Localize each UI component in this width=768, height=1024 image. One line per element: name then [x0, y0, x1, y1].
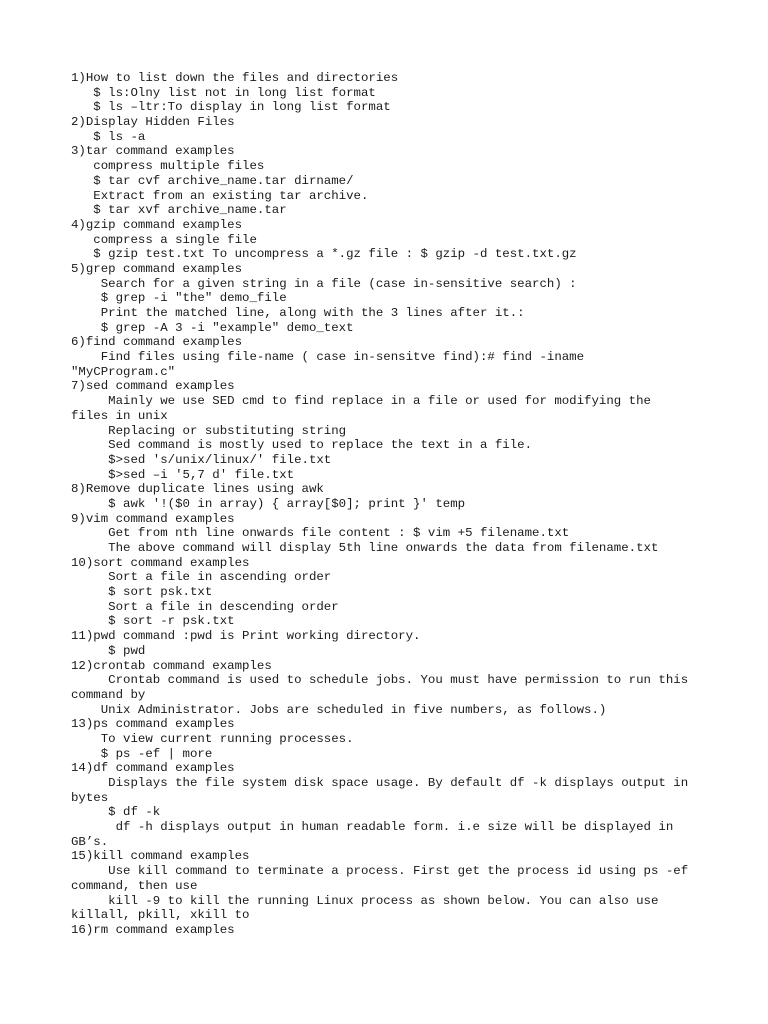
text-line: $ ls –ltr:To display in long list format — [71, 100, 391, 115]
text-line: GB’s. — [71, 834, 109, 849]
text-line: 8)Remove duplicate lines using awk — [71, 482, 324, 497]
text-line: $ tar xvf archive_name.tar — [71, 203, 287, 218]
text-line: $ pwd — [71, 643, 146, 658]
text-line: 7)sed command examples — [71, 379, 235, 394]
text-line: command, then use — [71, 878, 198, 893]
document-body — [71, 71, 711, 938]
text-line: Unix Administrator. Jobs are scheduled in five numbers, as follows.) — [71, 702, 607, 717]
text-line: compress a single file — [71, 232, 257, 247]
text-line: Use kill command to terminate a process. First get the process id using ps -ef — [71, 864, 689, 879]
text-line: compress multiple files — [71, 159, 265, 174]
text-line: df -h displays output in human readable form. i.e size will be displayed in — [71, 820, 674, 835]
text-line: $ awk '!($0 in array) { array[$0]; print }' temp — [71, 496, 466, 511]
text-line: bytes — [71, 790, 109, 805]
text-line: Replacing or substituting string — [71, 423, 347, 438]
text-line: $ ps -ef | more — [71, 746, 213, 761]
text-line: kill -9 to kill the running Linux process as shown below. You can also use — [71, 893, 659, 908]
text-line: Sed command is mostly used to replace the text in a file. — [71, 438, 533, 453]
text-line: $>sed –i '5,7 d' file.txt — [71, 467, 295, 482]
text-line: $ tar cvf archive_name.tar dirname/ — [71, 173, 354, 188]
text-line: Extract from an existing tar archive. — [71, 188, 369, 203]
text-line: $ grep -i "the" demo_file — [71, 291, 287, 306]
text-line: Sort a file in ascending order — [71, 570, 332, 585]
text-line: $ grep -A 3 -i "example" demo_text — [71, 320, 354, 335]
text-line: $ sort psk.txt — [71, 585, 213, 600]
text-line: 16)rm command examples — [71, 922, 235, 937]
text-line: 13)ps command examples — [71, 717, 235, 732]
text-line: 14)df command examples — [71, 761, 235, 776]
text-line: Print the matched line, along with the 3 lines after it.: — [71, 306, 525, 320]
text-line: 9)vim command examples — [71, 511, 235, 526]
text-line: $ ls -a — [71, 129, 146, 144]
text-line: Sort a file in descending order — [71, 599, 339, 614]
text-line: Crontab command is used to schedule jobs. You must have permission to run this — [71, 673, 689, 688]
text-line: Search for a given string in a file (case in-sensitive search) : — [71, 276, 577, 291]
text-line: 2)Display Hidden Files — [71, 115, 235, 130]
text-line: 4)gzip command examples — [71, 217, 243, 232]
text-line: Get from nth line onwards file content : $ vim +5 filename.txt — [71, 526, 570, 541]
text-line: $ gzip test.txt To uncompress a *.gz file : $ gzip -d test.txt.gz — [71, 247, 577, 262]
text-line: The above command will display 5th line onwards the data from filename.txt — [71, 541, 659, 555]
text-line: 10)sort command examples — [71, 555, 250, 570]
text-line: Mainly we use SED cmd to find replace in a file or used for modifying the — [71, 394, 651, 409]
text-line: Find files using file-name ( case in-sensitve find):# find -iname — [71, 350, 585, 365]
text-line: $>sed 's/unix/linux/' file.txt — [71, 452, 332, 467]
text-line: To view current running processes. — [71, 731, 354, 746]
text-line: 6)find command examples — [71, 335, 243, 350]
text-line: 11)pwd command :pwd is Print working directory. — [71, 629, 421, 644]
text-line: $ df -k — [71, 805, 161, 820]
text-line: "MyCProgram.c" — [71, 364, 176, 379]
text-line: 1)How to list down the files and directories — [71, 71, 399, 85]
text-line: 12)crontab command examples — [71, 658, 272, 673]
text-line: $ sort -r psk.txt — [71, 614, 235, 629]
text-line: $ ls:Olny list not in long list format — [71, 85, 376, 100]
text-line: command by — [71, 687, 146, 702]
text-line: Displays the file system disk space usage. By default df -k displays output in — [71, 776, 689, 790]
text-line: killall, pkill, xkill to — [71, 908, 250, 923]
text-line: 5)grep command examples — [71, 261, 243, 276]
text-line: files in unix — [71, 408, 168, 423]
text-line: 15)kill command examples — [71, 849, 250, 864]
text-line: 3)tar command examples — [71, 144, 235, 159]
